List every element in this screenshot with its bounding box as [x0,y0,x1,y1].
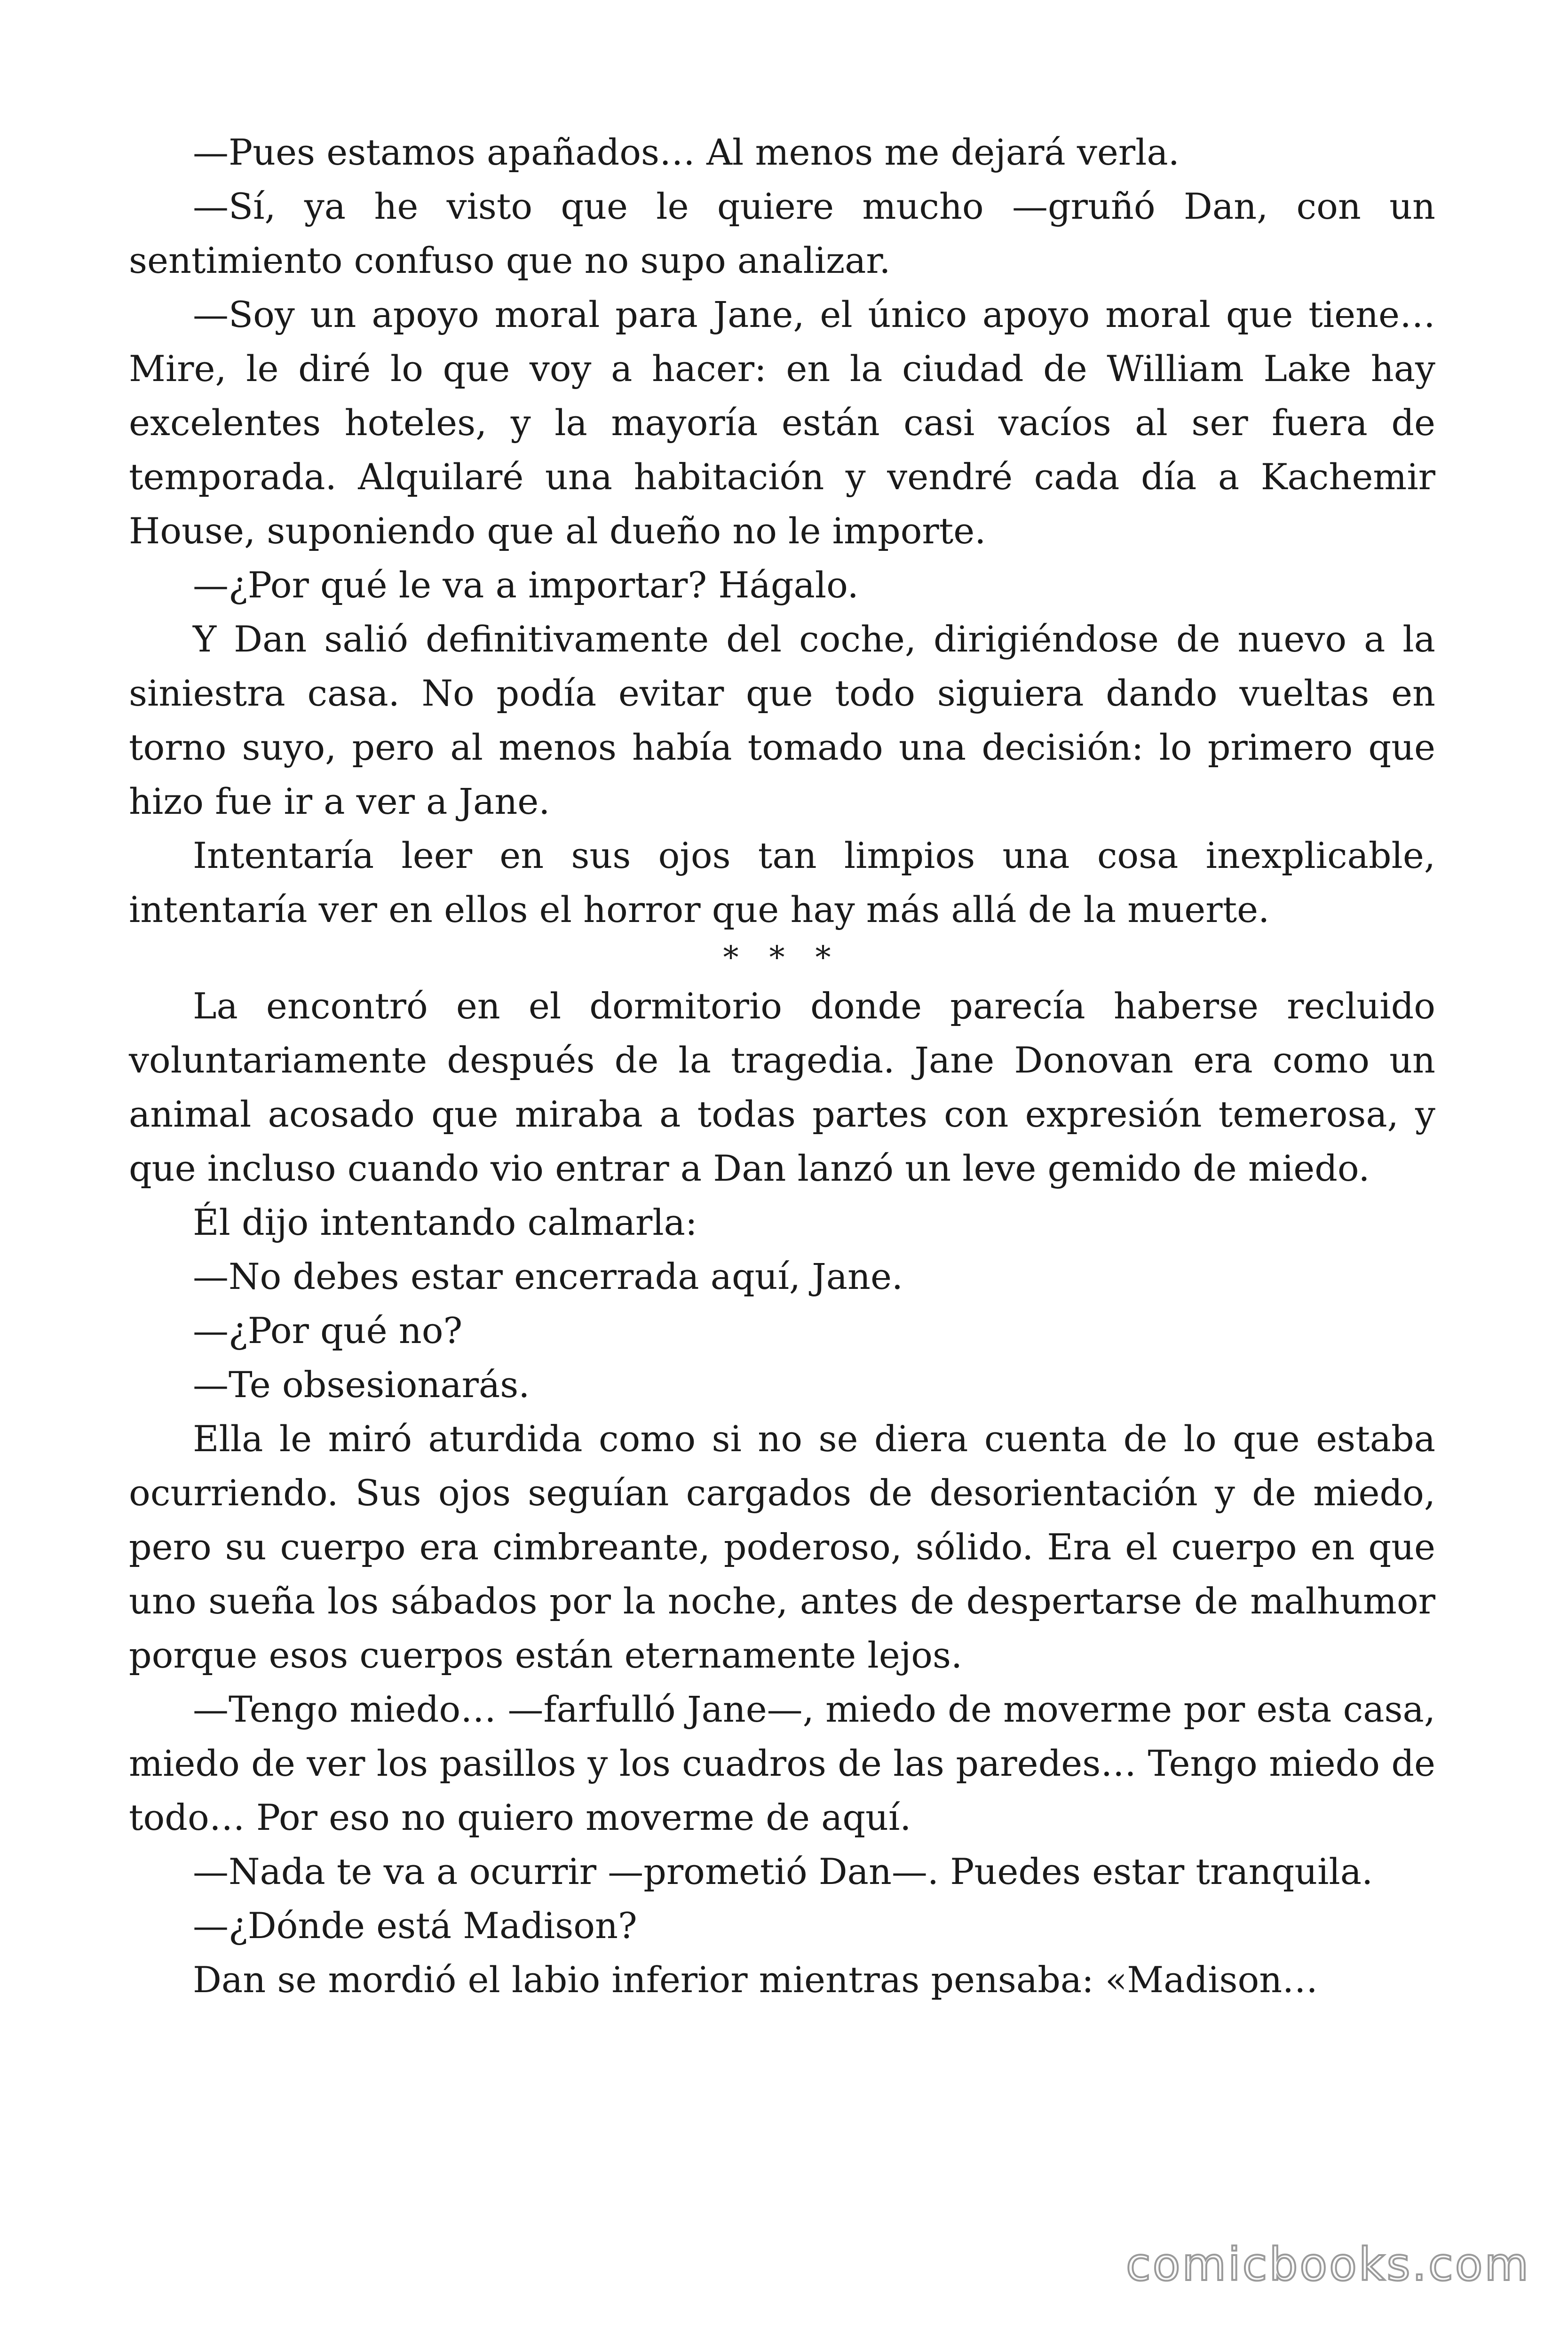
paragraph: La encontró en el dormitorio donde parecía haberse recluido voluntariamente después de la tragedia. Jane Donovan era como un animal acosado que miraba a todas partes con expresión temerosa, y que incluso cuando vio entrar a Dan lanzó un leve gemido de miedo. [129,985,1435,1189]
paragraph: Ella le miró aturdida como si no se diera cuenta de lo que estaba ocurriendo. Sus ojos seguían cargados de desorientación y de miedo, pero su cuerpo era cimbreante, poderoso, sólido. Era el cuerpo en que uno sueña los sábados por la noche, antes de despertarse de malhumor porque esos cuerpos están eternamente lejos. [129,1418,1435,1676]
paragraph: —Te obsesionarás. [193,1364,530,1406]
paragraph: —¿Dónde está Madison? [193,1905,637,1947]
watermark: comicbooks.com [1125,2238,1530,2291]
body-text [129,125,1435,2007]
paragraph: —Sí, ya he visto que le quiere mucho —gruñó Dan, con un sentimiento confuso que no supo analizar. [129,185,1435,281]
paragraph: —Nada te va a ocurrir —prometió Dan—. Puedes estar tranquila. [193,1851,1373,1892]
paragraph: —Tengo miedo… —farfulló Jane—, miedo de moverme por esta casa, miedo de ver los pasillos y los cuadros de las paredes… Tengo miedo de todo… Por eso no quiero moverme de aquí. [129,1688,1435,1838]
paragraph: —¿Por qué no? [193,1310,463,1351]
paragraph: Intentaría leer en sus ojos tan limpios una cosa inexplicable, intentaría ver en ellos el horror que hay más allá de la muerte. [129,834,1435,930]
paragraph: —¿Por qué le va a importar? Hágalo. [193,564,859,606]
paragraph: —Soy un apoyo moral para Jane, el único apoyo moral que tiene… Mire, le diré lo que voy a hacer: en la ciudad de William Lake hay excelentes hoteles, y la mayoría están casi vacíos al ser fuera de temporada. Alquilaré una habitación y vendré cada día a Kachemir House, suponiendo que al dueño no le importe. [129,294,1435,552]
paragraph: —No debes estar encerrada aquí, Jane. [193,1255,903,1297]
paragraph: Dan se mordió el labio inferior mientras pensaba: «Madison… [193,1959,1318,2001]
paragraph: —Pues estamos apañados… Al menos me dejará verla. [193,131,1180,173]
paragraph: Y Dan salió definitivamente del coche, dirigiéndose de nuevo a la siniestra casa. No podía evitar que todo siguiera dando vueltas en torno suyo, pero al menos había tomado una decisión: lo primero que hizo fue ir a ver a Jane. [129,618,1435,822]
paragraph: Él dijo intentando calmarla: [193,1201,697,1243]
section-separator: * * * [723,939,841,976]
